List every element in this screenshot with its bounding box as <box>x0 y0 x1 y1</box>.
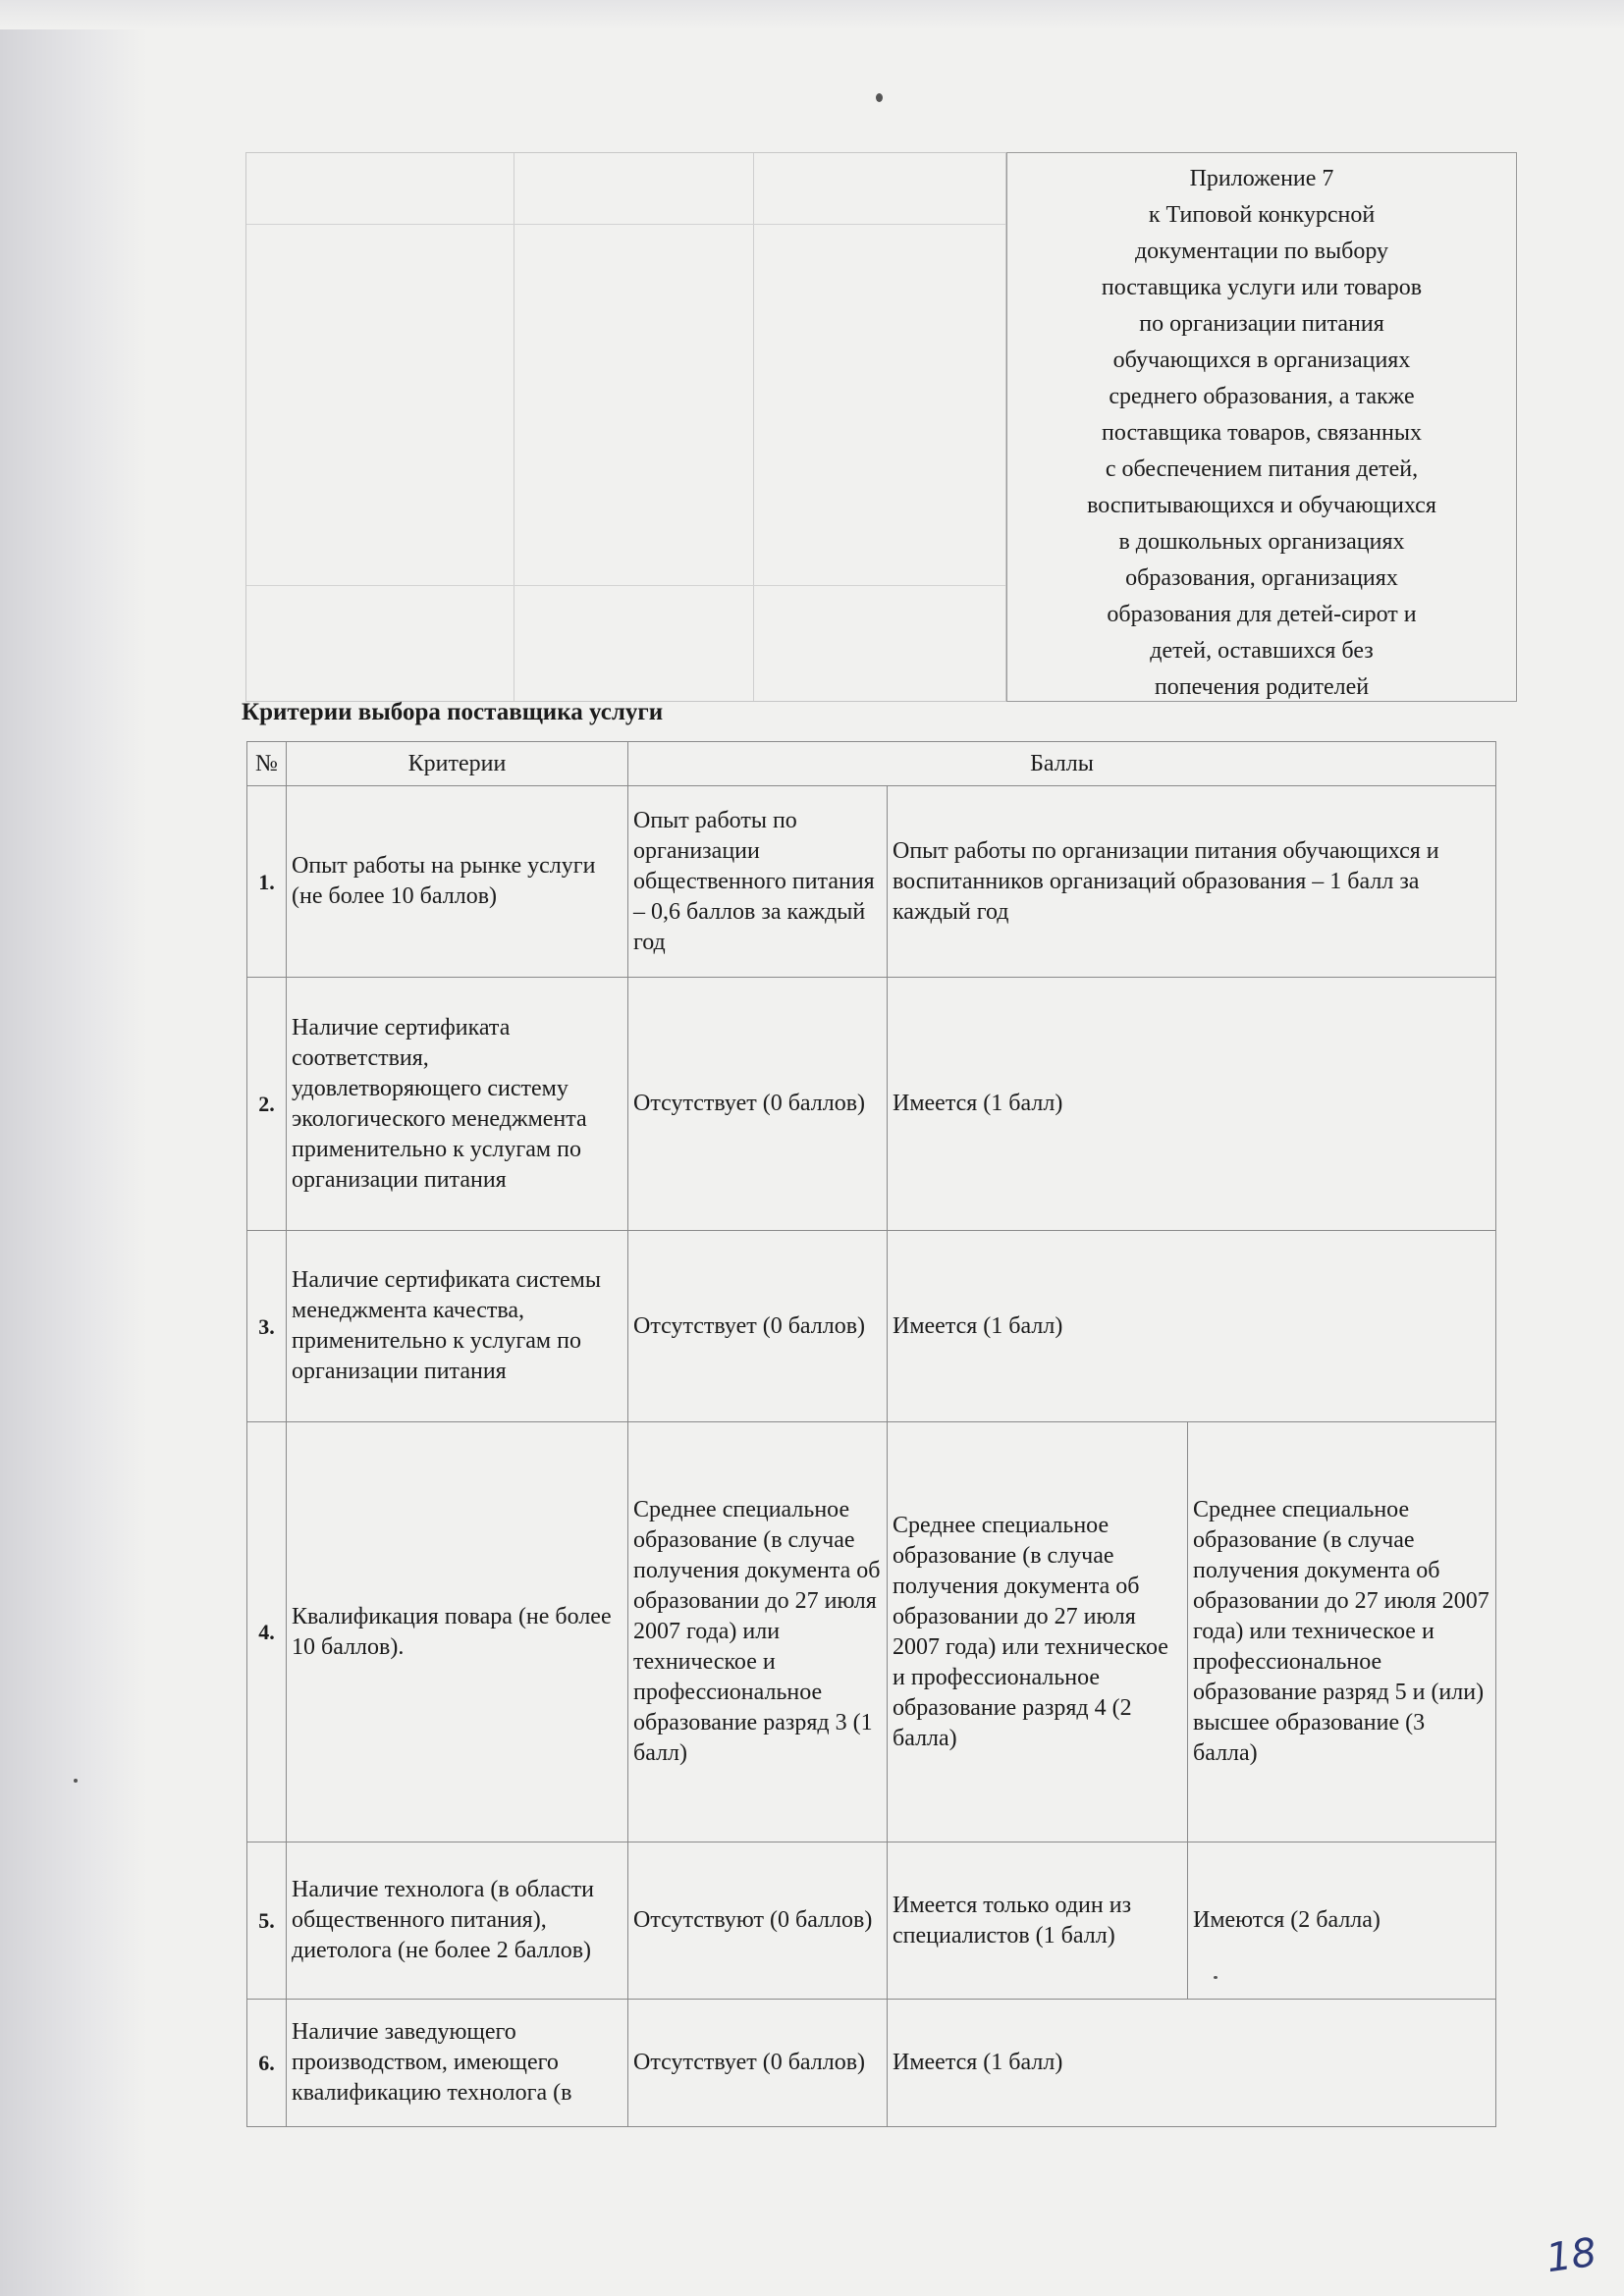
annex-line: образования, организациях <box>1125 565 1398 591</box>
criterion-cell: Наличие технолога (в области общественного питания), диетолога (не более 2 баллов) <box>287 1842 628 2000</box>
header-criteria: Критерии <box>287 742 628 786</box>
annex-line: Приложение 7 <box>1189 166 1334 191</box>
table-row <box>247 2000 1496 2127</box>
annex-line: поставщика товаров, связанных <box>1102 420 1422 446</box>
criterion-cell: Квалификация повара (не более 10 баллов). <box>287 1422 628 1842</box>
points-cell: Имеется (1 балл) <box>888 978 1496 1231</box>
bleed-through-table <box>245 152 1006 702</box>
points-cell: Отсутствует (0 баллов) <box>628 978 888 1231</box>
table-row <box>247 978 1496 1231</box>
scan-speck <box>1214 1976 1218 1979</box>
points-cell: Опыт работы по организации общественного питания – 0,6 баллов за каждый год <box>628 786 888 978</box>
row-number: 6. <box>247 2000 287 2127</box>
annex-line: воспитывающихся и обучающихся <box>1087 493 1436 518</box>
points-cell: Имеется только один из специалистов (1 балл) <box>888 1842 1188 2000</box>
criterion-cell: Наличие сертификата системы менеджмента качества, применительно к услугам по организации питания <box>287 1231 628 1422</box>
points-cell: Опыт работы по организации питания обучающихся и воспитанников организаций образования – 1 балл за каждый год <box>888 786 1496 978</box>
section-title: Критерии выбора поставщика услуги <box>242 699 664 725</box>
annex-heading <box>1007 161 1516 706</box>
criterion-cell: Наличие сертификата соответствия, удовлетворяющего систему экологического менеджмента применительно к услугам по организации питания <box>287 978 628 1231</box>
scan-shadow-top <box>0 0 1624 29</box>
table-header-row <box>247 742 1496 786</box>
row-number: 3. <box>247 1231 287 1422</box>
header-num: № <box>247 742 287 786</box>
points-cell: Отсутствует (0 баллов) <box>628 1231 888 1422</box>
annex-line: детей, оставшихся без <box>1150 638 1374 664</box>
scan-speck <box>876 93 883 102</box>
table-row <box>247 786 1496 978</box>
scan-shadow-left <box>0 0 147 2296</box>
annex-line: к Типовой конкурсной <box>1148 202 1376 228</box>
criteria-table <box>246 741 1496 2127</box>
row-number: 2. <box>247 978 287 1231</box>
annex-line: обучающихся в организациях <box>1112 347 1411 373</box>
scan-speck <box>74 1779 78 1783</box>
annex-line: попечения родителей <box>1154 674 1370 700</box>
criterion-cell: Наличие заведующего производством, имеющего квалификацию технолога (в <box>287 2000 628 2127</box>
annex-line: с обеспечением питания детей, <box>1105 456 1419 482</box>
points-cell: Среднее специальное образование (в случае получения документа об образовании до 27 июля 2007 года) или техническое и профессиональное образование разряд 5 и (или) высшее образование (3 балла) <box>1188 1422 1496 1842</box>
points-cell: Отсутствует (0 баллов) <box>628 2000 888 2127</box>
points-cell: Имеются (2 балла) <box>1188 1842 1496 2000</box>
annex-line: образования для детей-сирот и <box>1107 602 1417 627</box>
row-number: 4. <box>247 1422 287 1842</box>
page-number: 18 <box>1543 2229 1599 2282</box>
points-cell: Имеется (1 балл) <box>888 1231 1496 1422</box>
row-number: 5. <box>247 1842 287 2000</box>
header-points: Баллы <box>628 742 1496 786</box>
table-row <box>247 1422 1496 1842</box>
table-row <box>247 1842 1496 2000</box>
points-cell: Среднее специальное образование (в случае получения документа об образовании до 27 июля 2007 года) или техническое и профессиональное образование разряд 3 (1 балл) <box>628 1422 888 1842</box>
annex-line: среднего образования, а также <box>1109 384 1415 409</box>
annex-box <box>1006 152 1517 702</box>
annex-line: документации по выбору <box>1134 239 1389 264</box>
points-cell: Отсутствуют (0 баллов) <box>628 1842 888 2000</box>
points-cell: Имеется (1 балл) <box>888 2000 1496 2127</box>
criterion-cell: Опыт работы на рынке услуги (не более 10 баллов) <box>287 786 628 978</box>
annex-line: в дошкольных организациях <box>1118 529 1405 555</box>
points-cell: Среднее специальное образование (в случае получения документа об образовании до 27 июля 2007 года) или техническое и профессиональное образование разряд 4 (2 балла) <box>888 1422 1188 1842</box>
table-row <box>247 1231 1496 1422</box>
annex-line: поставщика услуги или товаров <box>1101 275 1423 300</box>
annex-line: по организации питания <box>1139 311 1384 337</box>
row-number: 1. <box>247 786 287 978</box>
